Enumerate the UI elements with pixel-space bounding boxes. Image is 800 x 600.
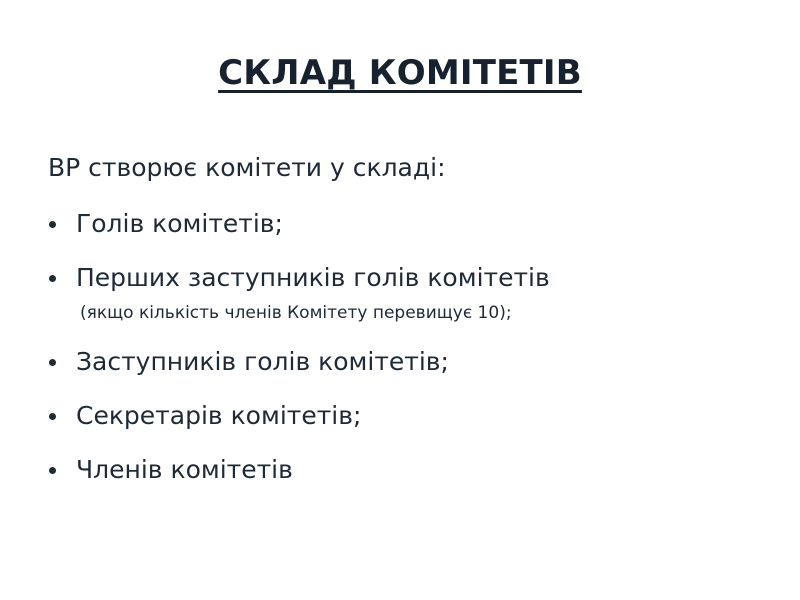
bullet-dot-icon [49, 413, 56, 420]
bullet-note-first-deputies: (якщо кількість членів Комітету перевищує 10); [80, 303, 512, 323]
bullet-list [48, 206, 768, 488]
bullet-text-heads: Голів комітетів; [76, 209, 283, 238]
bullet-text-members: Членів комітетів [76, 455, 293, 484]
bullet-item-members [48, 452, 768, 488]
bullet-dot-icon [49, 275, 56, 282]
bullet-text-deputies: Заступників голів комітетів; [76, 347, 449, 376]
bullet-item-first-deputies [48, 260, 768, 326]
slide-content [48, 150, 768, 506]
bullet-item-heads [48, 206, 768, 242]
bullet-item-deputies [48, 344, 768, 380]
slide-title [0, 48, 800, 98]
bullet-text-first-deputies: Перших заступників голів комітетів [76, 263, 550, 292]
bullet-text-secretaries: Секретарів комітетів; [76, 401, 362, 430]
bullet-dot-icon [49, 359, 56, 366]
intro-text: ВР створює комітети у складі: [48, 153, 446, 182]
bullet-dot-icon [49, 221, 56, 228]
bullet-dot-icon [49, 467, 56, 474]
bullet-item-secretaries [48, 398, 768, 434]
slide-title-text: СКЛАД КОМІТЕТІВ [218, 53, 582, 93]
